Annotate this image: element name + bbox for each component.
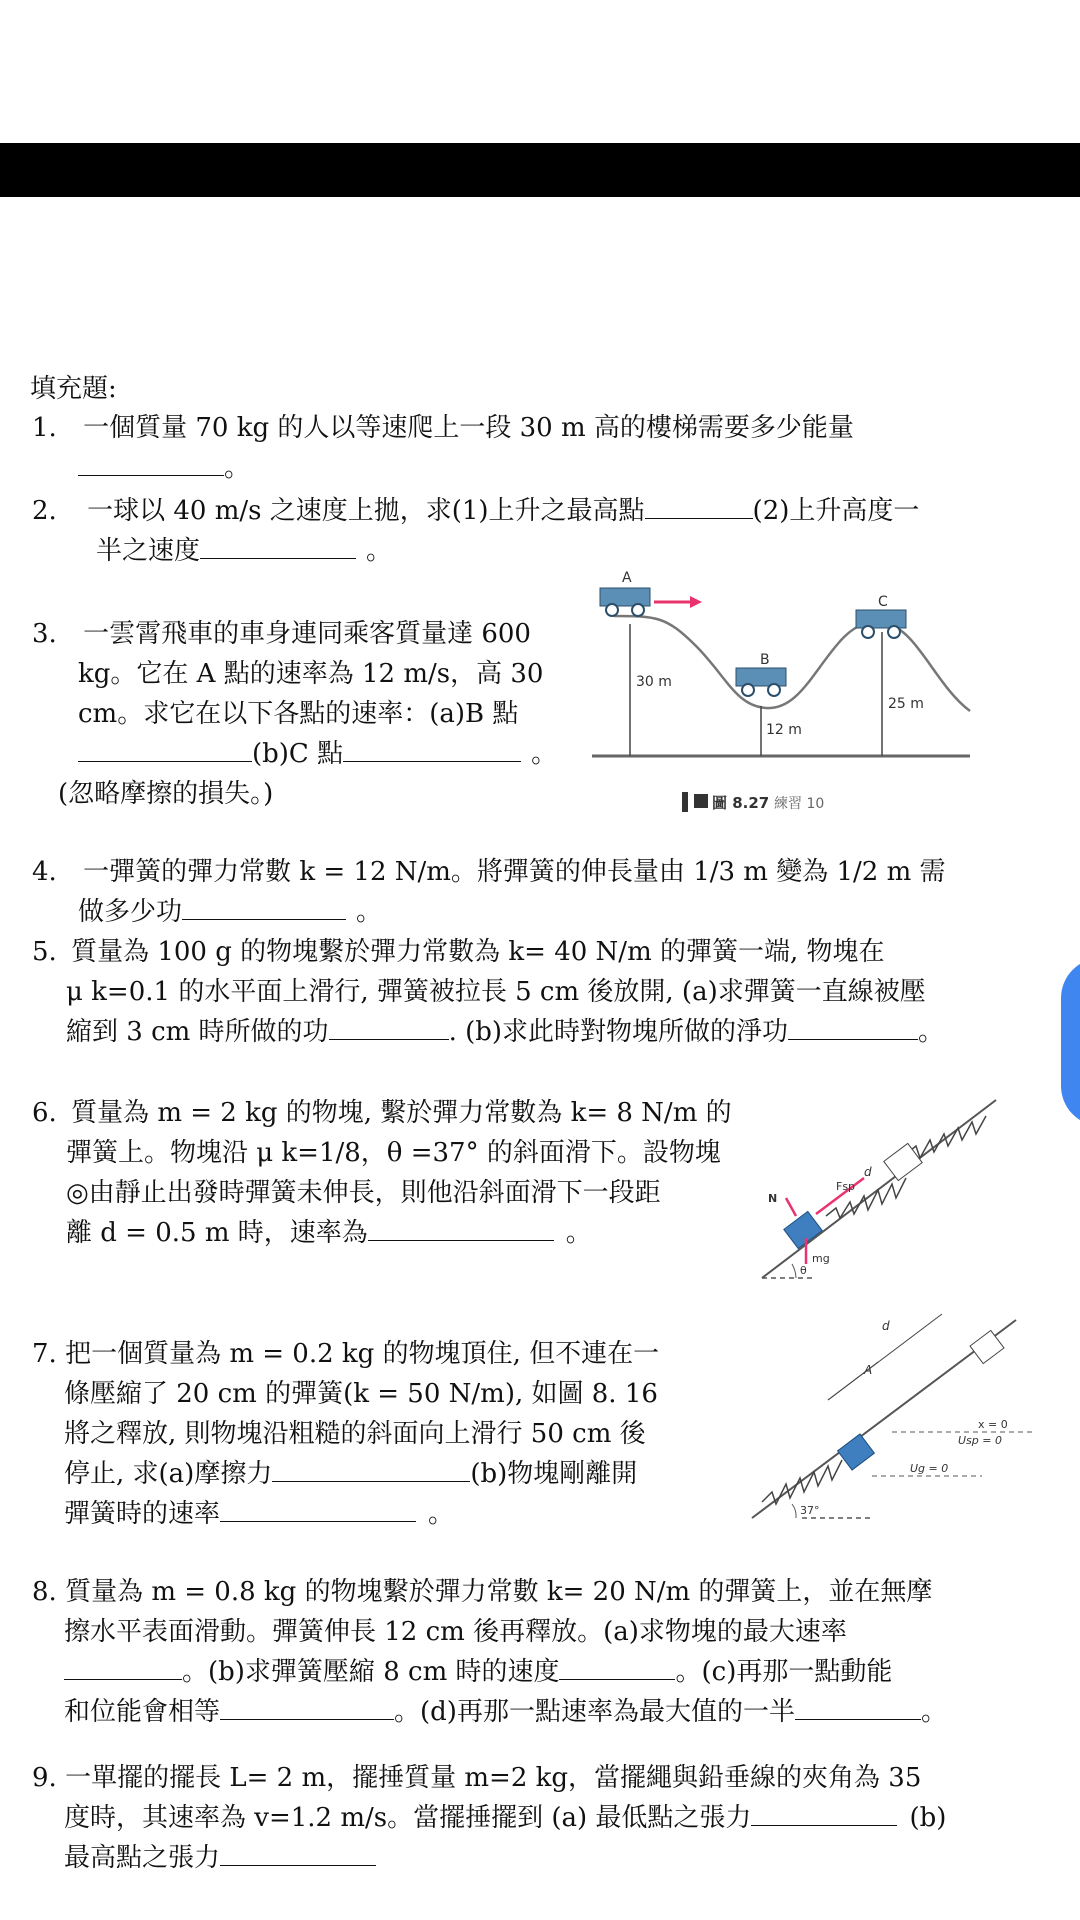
- q6-line-2: 彈簧上。物塊沿 μ k=1/8，θ =37° 的斜面滑下。設物塊: [66, 1138, 721, 1168]
- q9-line-3: 最高點之張力: [64, 1838, 376, 1878]
- q7-line-5: 彈簧時的速率 。: [64, 1494, 454, 1534]
- question-8: 8. 質量為 m = 0.8 kg 的物塊繫於彈力常數 k= 20 N/m 的彈簧上，並在無摩: [32, 1577, 933, 1607]
- q5-line-2: μ k=0.1 的水平面上滑行, 彈簧被拉長 5 cm 後放開, (a)求彈簧一直線被壓: [66, 977, 926, 1007]
- label-fsp: Fsp: [836, 1180, 856, 1193]
- q8-blank-c[interactable]: [220, 1693, 394, 1720]
- label-x0: x = 0: [978, 1418, 1008, 1431]
- normal-force-arrow: [786, 1198, 796, 1216]
- question-4: 4. 一彈簧的彈力常數 k = 12 N/m。將彈簧的伸長量由 1/3 m 變為 1/2 m 需: [32, 857, 946, 887]
- block-icon: [784, 1211, 822, 1248]
- q1-text: 一個質量 70 kg 的人以等速爬上一段 30 m 高的樓梯需要多少能量: [83, 413, 854, 443]
- label-ug: Ug = 0: [910, 1462, 949, 1475]
- label-c: C: [878, 594, 888, 610]
- q3-line-4: (b)C 點 。: [78, 734, 557, 774]
- q7-line-3: 將之釋放, 則物塊沿粗糙的斜面向上滑行 50 cm 後: [64, 1419, 646, 1449]
- block-end-icon: [970, 1330, 1004, 1363]
- q4-number: 4.: [32, 857, 57, 887]
- figure-caption: 圖 8.27: [712, 794, 770, 812]
- q6-line-3: ◎由靜止出發時彈簧未伸長，則他沿斜面滑下一段距: [66, 1178, 661, 1208]
- q5-number: 5.: [32, 937, 57, 967]
- q7-blank-a[interactable]: [272, 1455, 470, 1482]
- question-2: [32, 491, 919, 531]
- q2-blank-2[interactable]: [200, 532, 356, 559]
- question-6: 6. 質量為 m = 2 kg 的物塊, 繫於彈力常數為 k= 8 N/m 的: [32, 1098, 732, 1128]
- label-mg: mg: [812, 1252, 830, 1265]
- q2-blank-1[interactable]: [645, 492, 753, 519]
- q8-number: 8.: [32, 1577, 57, 1607]
- q7-blank-b[interactable]: [220, 1495, 416, 1522]
- q5-blank-a[interactable]: [329, 1013, 449, 1040]
- label-a7: A: [864, 1363, 873, 1377]
- label-height-b: 12 m: [766, 722, 802, 738]
- roller-coaster-figure: [586, 566, 976, 828]
- q8-blank-a[interactable]: [64, 1653, 182, 1680]
- caption-bar-icon: [682, 792, 688, 812]
- q6-blank[interactable]: [368, 1214, 554, 1241]
- question-9: 9. 一單擺的擺長 L= 2 m，擺捶質量 m=2 kg，當擺繩與鉛垂線的夾角為 35: [32, 1763, 922, 1793]
- q3-blank-c[interactable]: [343, 735, 521, 762]
- q2-text-2: (2)上升高度一: [752, 496, 920, 526]
- label-theta: θ: [800, 1264, 807, 1277]
- label-b: B: [760, 652, 770, 668]
- block-start-icon: [838, 1434, 875, 1470]
- question-1: [32, 408, 854, 448]
- q8-line-4: 和位能會相等 。(d)再那一點速率為最大值的一半 。: [64, 1692, 947, 1732]
- q2-line-2: 半之速度 。: [96, 531, 392, 571]
- q9-blank-a[interactable]: [751, 1799, 897, 1826]
- q7-number: 7.: [32, 1339, 57, 1369]
- q8-line-3: 。(b)求彈簧壓縮 8 cm 時的速度 。(c)再那一點動能: [64, 1652, 892, 1692]
- exercise-caption: 練習 10: [774, 796, 825, 812]
- label-n: N: [768, 1192, 778, 1205]
- q9-blank-b[interactable]: [220, 1839, 376, 1866]
- label-height-a: 30 m: [636, 674, 672, 690]
- label-height-c: 25 m: [888, 696, 924, 712]
- side-scroll-tab[interactable]: [1061, 958, 1080, 1126]
- q9-number: 9.: [32, 1763, 57, 1793]
- q5-blank-b[interactable]: [788, 1013, 918, 1040]
- q6-number: 6.: [32, 1098, 57, 1128]
- question-5: 5. 質量為 100 g 的物塊繫於彈力常數為 k= 40 N/m 的彈簧一端, 物塊在: [32, 937, 885, 967]
- q7-line-2: 條壓縮了 20 cm 的彈簧(k = 50 N/m), 如圖 8. 16: [64, 1379, 658, 1409]
- q3-number: 3.: [32, 619, 57, 649]
- label-a: A: [622, 570, 632, 586]
- q6-line-4: 離 d = 0.5 m 時，速率為 。: [66, 1213, 592, 1253]
- q2-number: 2.: [32, 496, 57, 526]
- section-heading: 填充題:: [30, 374, 117, 404]
- question-3: 3. 一雲霄飛車的車身連同乘客質量達 600: [32, 619, 531, 649]
- q3-line-3: cm。求它在以下各點的速率：(a)B 點: [78, 699, 519, 729]
- label-d7: d: [882, 1319, 890, 1333]
- q9-line-2: 度時，其速率為 v=1.2 m/s。當擺捶擺到 (a) 最低點之張力 (b): [64, 1798, 946, 1838]
- q4-blank[interactable]: [182, 893, 346, 920]
- q2-text-1: 一球以 40 m/s 之速度上拋，求(1)上升之最高點: [87, 496, 645, 526]
- q5-line-3: 縮到 3 cm 時所做的功 . (b)求此時對物塊所做的淨功 。: [66, 1012, 944, 1052]
- incline-spring-figure-7: [742, 1292, 1042, 1542]
- q3-note: (忽略摩擦的損失。): [58, 779, 274, 809]
- q3-blank-b[interactable]: [78, 735, 252, 762]
- label-usp: Usp = 0: [958, 1434, 1002, 1447]
- incline-spring-figure-6: [756, 1066, 1006, 1286]
- q4-line-2: 做多少功 。: [78, 892, 382, 932]
- top-black-bar: [0, 143, 1080, 197]
- q1-number: 1.: [32, 413, 57, 443]
- q1-answer-line: 。: [78, 448, 250, 488]
- label-d: d: [864, 1165, 872, 1179]
- q7-line-4: 停止, 求(a)摩擦力 (b)物塊剛離開: [64, 1454, 637, 1494]
- q8-blank-d[interactable]: [795, 1693, 921, 1720]
- q3-line-2: kg。它在 A 點的速率為 12 m/s，高 30: [78, 659, 544, 689]
- figure-icon: [694, 794, 708, 808]
- q8-blank-b[interactable]: [559, 1653, 675, 1680]
- label-angle: 37°: [800, 1504, 820, 1517]
- question-7: 7. 把一個質量為 m = 0.2 kg 的物塊頂住, 但不連在一: [32, 1339, 660, 1369]
- q1-blank[interactable]: [78, 449, 224, 476]
- q8-line-2: 擦水平表面滑動。彈簧伸長 12 cm 後再釋放。(a)求物塊的最大速率: [64, 1617, 847, 1647]
